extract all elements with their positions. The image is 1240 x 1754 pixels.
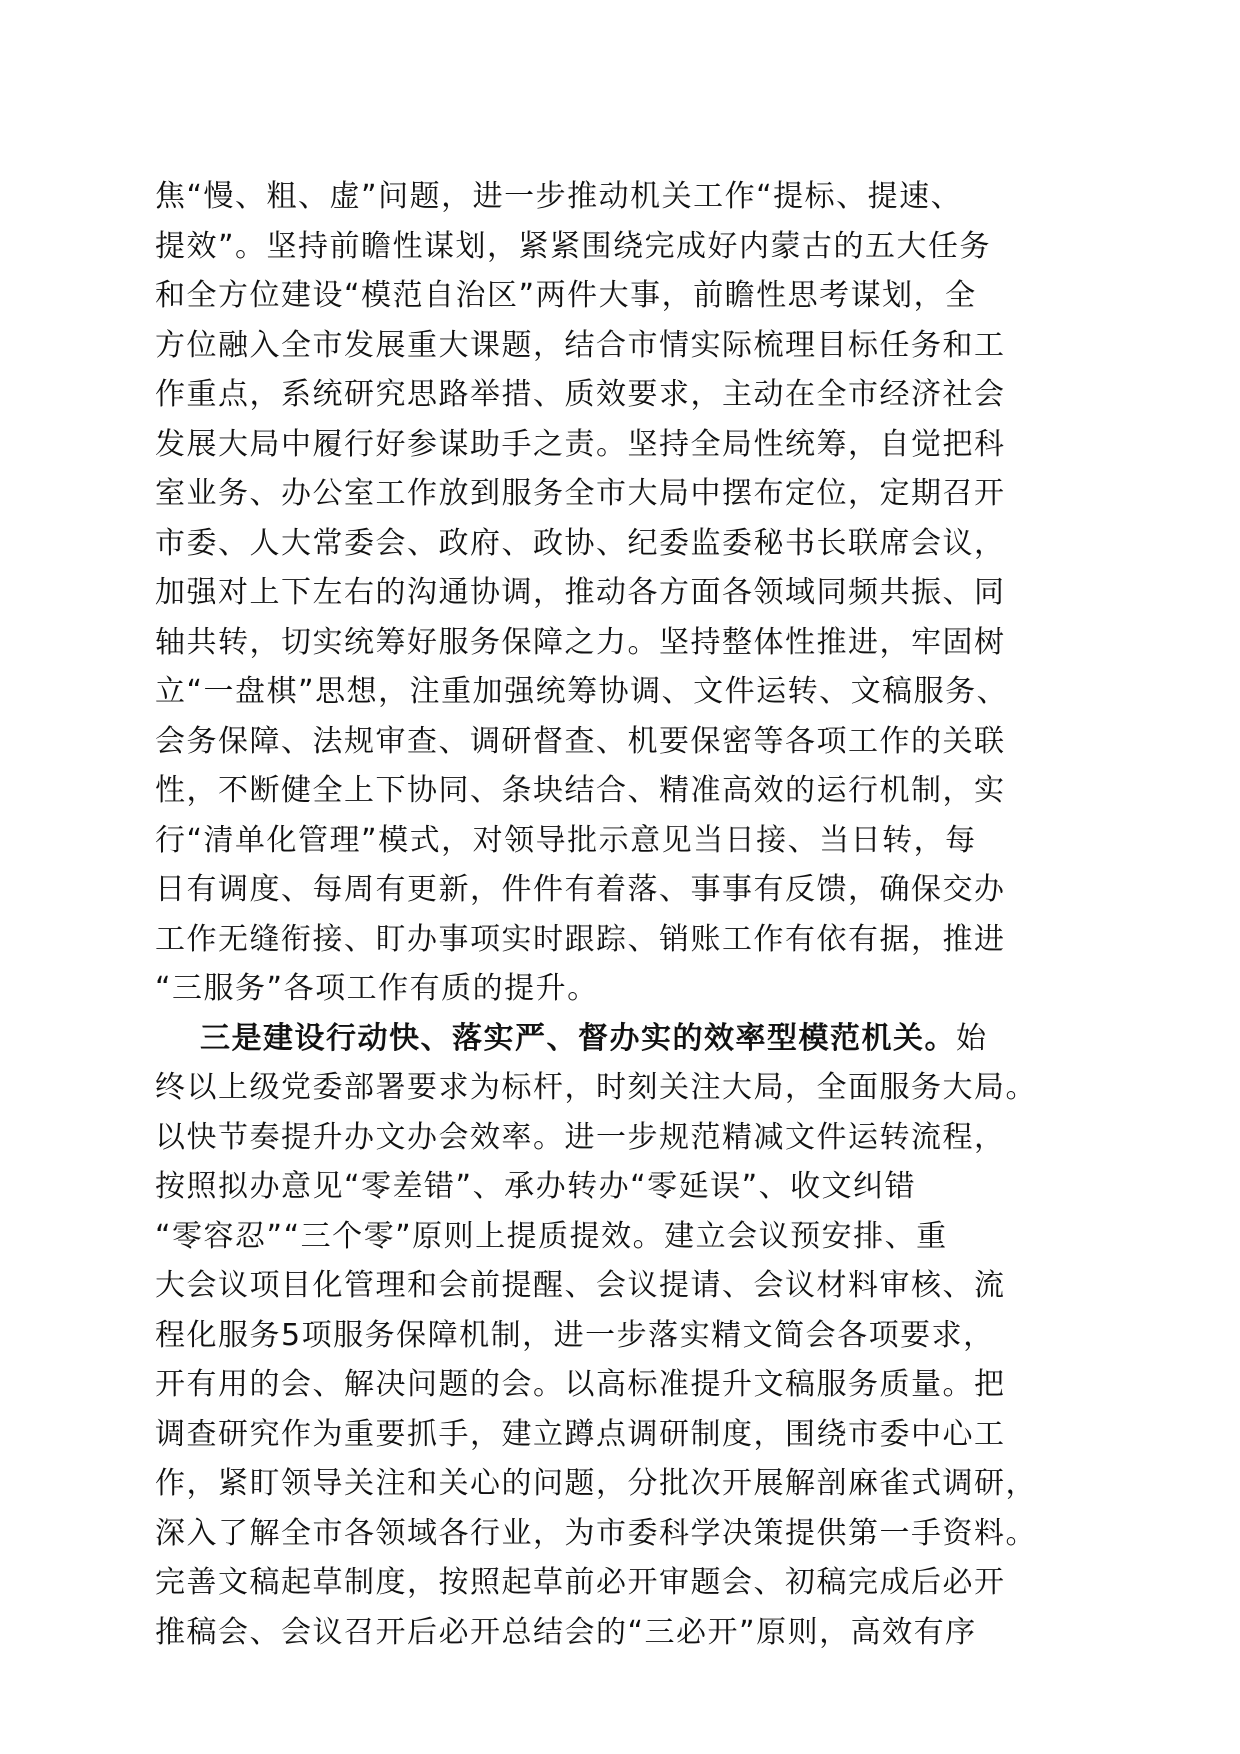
- text-line: 深入了解全市各领域各行业，为市委科学决策提供第一手资料。: [155, 1515, 1037, 1551]
- text-line: 会务保障、法规审查、调研督查、机要保密等各项工作的关联: [155, 723, 1006, 759]
- text-line: 和全方位建设“模范自治区”两件大事，前瞻性思考谋划，全: [155, 278, 977, 313]
- text-line: “三服务”各项工作有质的提升。: [155, 971, 599, 1006]
- text-line: 调查研究作为重要抓手，建立蹲点调研制度，围绕市委中心工: [155, 1416, 1006, 1452]
- text-line: 焦“慢、粗、虚”问题，进一步推动机关工作“提标、提速、: [155, 179, 963, 214]
- text-line: 作，紧盯领导关注和关心的问题，分批次开展解剖麻雀式调研，: [155, 1466, 1037, 1501]
- paragraph-heading-line: [155, 1014, 1095, 1064]
- text-line: 大会议项目化管理和会前提醒、会议提请、会议材料审核、流: [155, 1268, 1006, 1303]
- text-line: “零容忍”“三个零”原则上提质提效。建立会议预安排、重: [155, 1218, 948, 1254]
- text-line: 工作无缝衔接、盯办事项实时跟踪、销账工作有依有据，推进: [155, 921, 1006, 957]
- text-line: 加强对上下左右的沟通协调，推动各方面各领域同频共振、同: [155, 575, 1006, 610]
- text-line: 以快节奏提升办文办会效率。进一步规范精减文件运转流程，: [155, 1119, 1006, 1155]
- text-line: 立“一盘棋”思想，注重加强统筹协调、文件运转、文稿服务、: [155, 674, 1009, 709]
- text-line: 提效”。坚持前瞻性谋划，紧紧围绕完成好内蒙古的五大任务: [155, 228, 992, 264]
- text-line: 行“清单化管理”模式，对领导批示意见当日接、当日转，每: [155, 822, 977, 858]
- text-line: 方位融入全市发展重大课题，结合市情实际梳理目标任务和工: [155, 327, 1006, 363]
- text-line: 轴共转，切实统筹好服务保障之力。坚持整体性推进，牢固树: [155, 624, 1006, 660]
- text-line: 开有用的会、解决问题的会。以高标准提升文稿服务质量。把: [155, 1367, 1006, 1402]
- text-line: 终以上级党委部署要求为标杆，时刻关注大局，全面服务大局。: [155, 1070, 1037, 1105]
- text-line: 作重点，系统研究思路举措、质效要求，主动在全市经济社会: [155, 377, 1006, 412]
- paragraph-body: [155, 1063, 1095, 1657]
- paragraph-continuation: [155, 172, 1095, 1014]
- text-line: 发展大局中履行好参谋助手之责。坚持全局性统筹，自觉把科: [155, 426, 1006, 462]
- text-line: 按照拟办意见“零差错”、承办转办“零延误”、收文纠错: [155, 1169, 917, 1204]
- text-line: 市委、人大常委会、政府、政协、纪委监委秘书长联席会议，: [155, 525, 1006, 561]
- text-line: 程化服务5项服务保障机制，进一步落实精文简会各项要求，: [155, 1317, 995, 1353]
- paragraph-heading-tail: 始: [956, 1020, 988, 1056]
- text-line: 完善文稿起草制度，按照起草前必开审题会、初稿完成后必开: [155, 1565, 1006, 1600]
- text-line: 性，不断健全上下协同、条块结合、精准高效的运行机制，实: [155, 773, 1006, 808]
- paragraph-heading: 三是建设行动快、落实严、督办实的效率型模范机关。: [200, 1020, 956, 1056]
- text-line: 推稿会、会议召开后必开总结会的“三必开”原则，高效有序: [155, 1614, 977, 1650]
- text-line: 日有调度、每周有更新，件件有着落、事事有反馈，确保交办: [155, 872, 1006, 907]
- body-text: [155, 172, 1095, 1657]
- text-line: 室业务、办公室工作放到服务全市大局中摆布定位，定期召开: [155, 476, 1006, 511]
